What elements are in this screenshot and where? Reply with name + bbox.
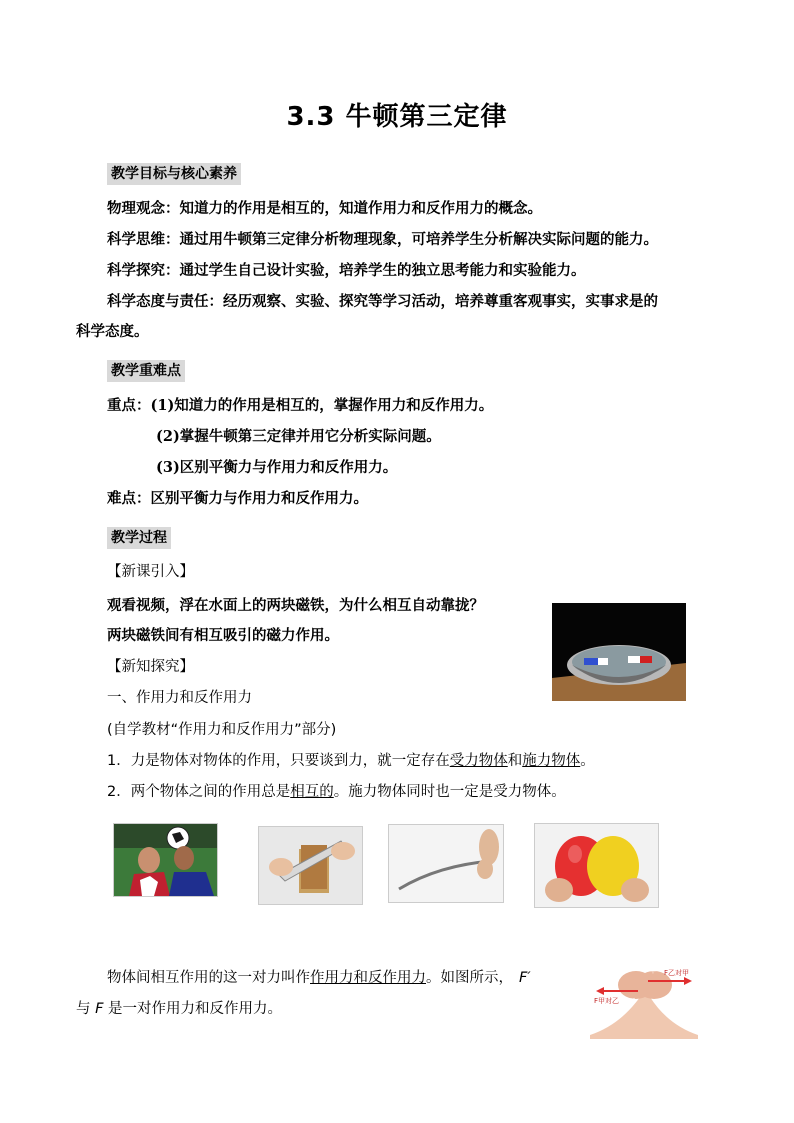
explore-tag: 【新知探究】 — [107, 659, 194, 675]
intro-tag: 【新课引入】 — [107, 564, 194, 580]
self-study-note: (自学教材“作用力和反作用力”部分) — [107, 722, 337, 738]
paragraph-4: 与 F 是一对作用力和反作用力。 — [76, 1001, 283, 1017]
keypoint-3: (3)区别平衡力与作用力和反作用力。 — [156, 459, 398, 476]
underline-applier: 施力物体 — [522, 753, 581, 769]
underline-action-reaction: 作用力和反作用力 — [310, 970, 426, 986]
hands-force-image — [590, 955, 698, 1039]
difficulty: 难点：区别平衡力与作用力和反作用力。 — [107, 490, 368, 507]
underline-receiver: 受力物体 — [449, 753, 508, 769]
keypoint-1: 重点：(1)知道力的作用是相互的，掌握作用力和反作用力。 — [107, 397, 494, 414]
force-label-left: F甲对乙 — [594, 997, 620, 1005]
underline-mutual: 相互的 — [290, 784, 334, 800]
section-heading-keypoints: 教学重难点 — [107, 360, 185, 382]
objective-attitude-cont: 科学态度。 — [76, 323, 149, 340]
intro-question: 观看视频，浮在水面上的两块磁铁，为什么相互自动靠拢？ — [107, 597, 484, 614]
football-header-image — [113, 823, 218, 897]
paragraph-2: 2．两个物体之间的作用总是相互的。施力物体同时也一定是受力物体。 — [107, 784, 566, 800]
bending-ruler-image — [388, 824, 504, 903]
section-heading-process: 教学过程 — [107, 527, 171, 549]
subsection-title: 一、作用力和反作用力 — [107, 690, 252, 706]
balloons-squeeze-image — [534, 823, 659, 908]
label-jia: 甲 — [650, 968, 657, 975]
magnet-bowl-image — [552, 603, 686, 701]
objective-attitude: 科学态度与责任：经历观察、实验、探究等学习活动，培养尊重客观事实，实事求是的 — [107, 293, 658, 310]
label-yi: 乙 — [630, 998, 637, 1005]
objective-inquiry: 科学探究：通过学生自己设计实验，培养学生的独立思考能力和实验能力。 — [107, 262, 586, 279]
paragraph-3: 物体间相互作用的这一对力叫作作用力和反作用力。如图所示， F′ — [107, 970, 531, 986]
keypoint-2: (2)掌握牛顿第三定律并用它分析实际问题。 — [156, 428, 441, 445]
force-label-right: F乙对甲 — [664, 969, 690, 977]
objective-physics: 物理观念：知道力的作用是相互的，知道作用力和反作用力的概念。 — [107, 200, 542, 217]
page-title: 3.3 牛顿第三定律 — [286, 102, 508, 132]
intro-answer: 两块磁铁间有相互吸引的磁力作用。 — [107, 627, 339, 644]
section-heading-objectives: 教学目标与核心素养 — [107, 163, 241, 185]
objective-thinking: 科学思维：通过用牛顿第三定律分析物理现象，可培养学生分析解决实际问题的能力。 — [107, 231, 658, 248]
knife-sharpening-image — [258, 826, 363, 905]
paragraph-1: 1．力是物体对物体的作用，只要谈到力，就一定存在受力物体和施力物体。 — [107, 753, 595, 769]
